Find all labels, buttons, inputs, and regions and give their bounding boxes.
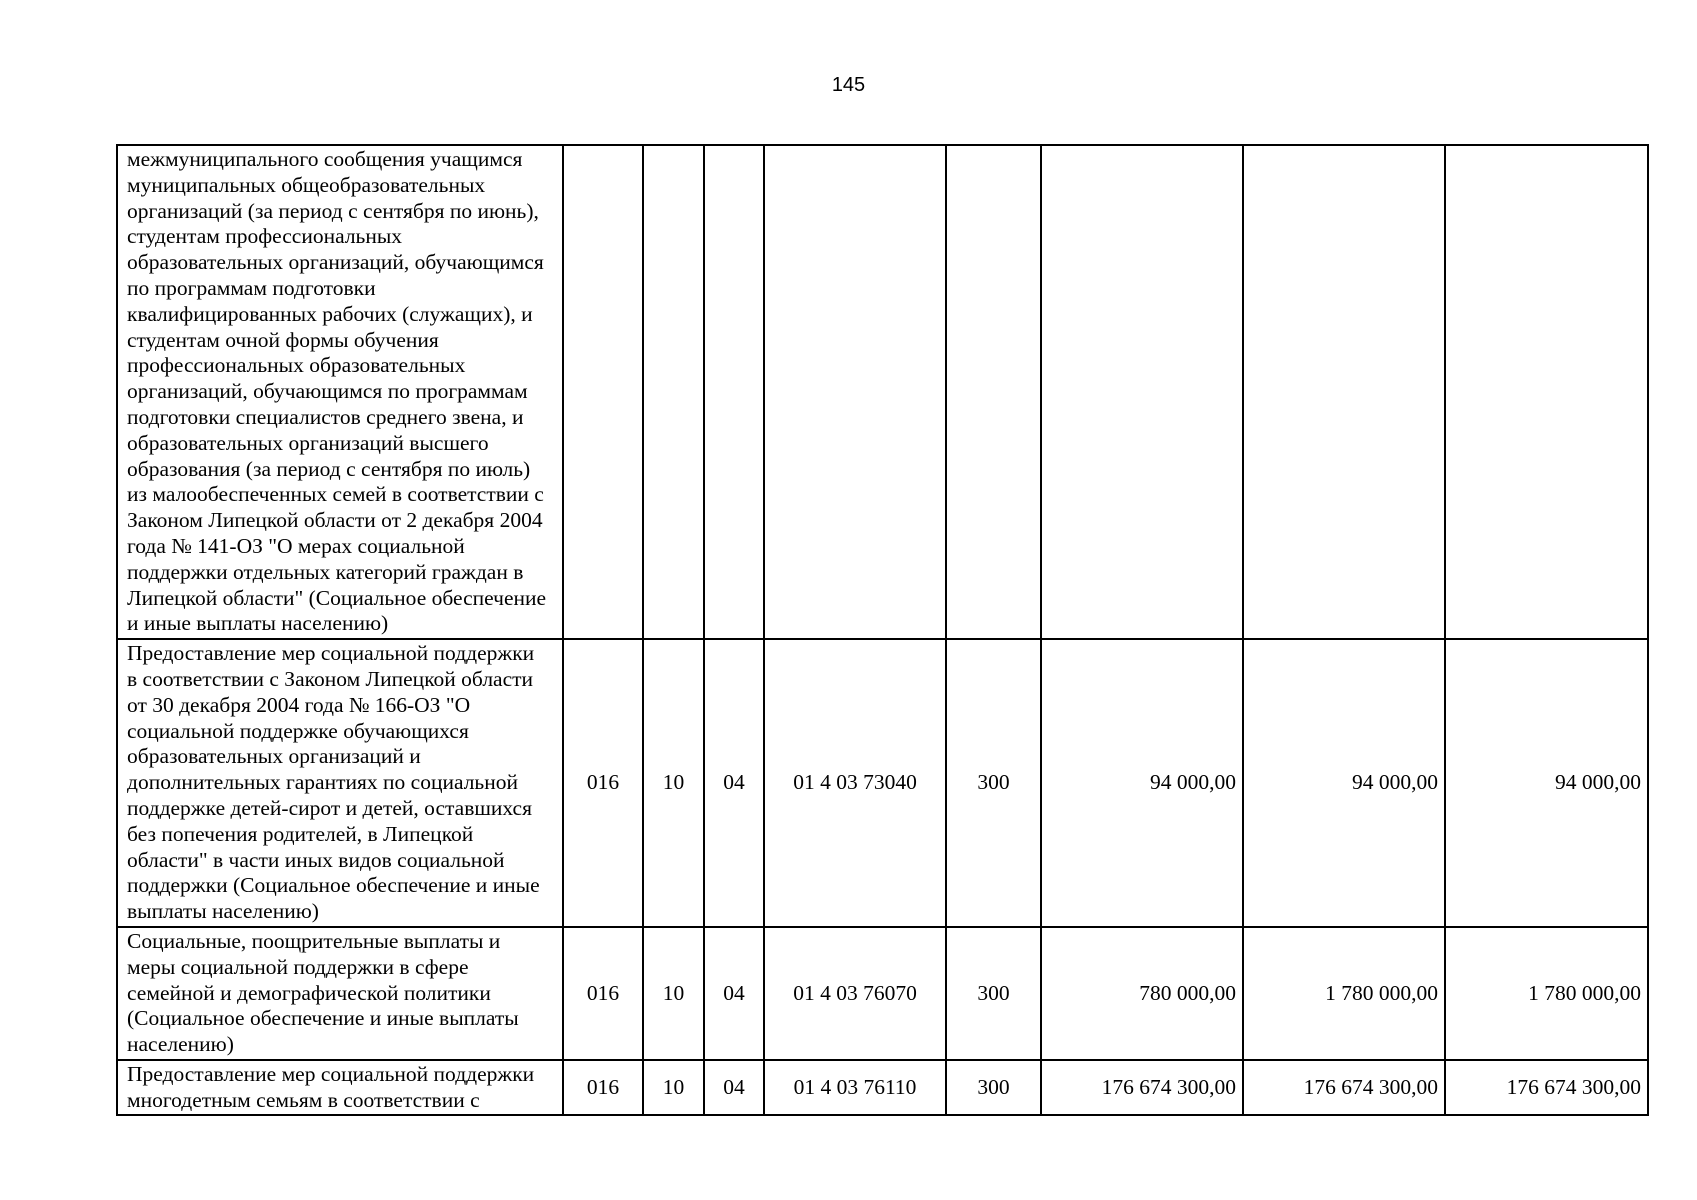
cell-amount-1: 94 000,00 — [1041, 639, 1243, 927]
cell-amount-3: 94 000,00 — [1445, 639, 1648, 927]
cell-expense-type: 300 — [946, 927, 1041, 1060]
cell-ministry: 016 — [563, 927, 643, 1060]
cell-amount-2: 1 780 000,00 — [1243, 927, 1445, 1060]
cell-amount-3: 176 674 300,00 — [1445, 1060, 1648, 1116]
cell-amount-3: 1 780 000,00 — [1445, 927, 1648, 1060]
cell-target-article: 01 4 03 76110 — [764, 1060, 946, 1116]
cell-amount-2 — [1243, 145, 1445, 639]
cell-expense-type — [946, 145, 1041, 639]
cell-section — [643, 145, 704, 639]
cell-amount-1: 780 000,00 — [1041, 927, 1243, 1060]
cell-target-article — [764, 145, 946, 639]
table-row — [117, 927, 1648, 1060]
cell-subsection — [704, 145, 764, 639]
cell-target-article: 01 4 03 76070 — [764, 927, 946, 1060]
cell-subsection: 04 — [704, 927, 764, 1060]
cell-ministry: 016 — [563, 639, 643, 927]
cell-amount-1: 176 674 300,00 — [1041, 1060, 1243, 1116]
budget-table — [116, 144, 1649, 1116]
cell-section: 10 — [643, 639, 704, 927]
cell-description: межмуниципального сообщения учащимся муниципальных общеобразовательных организаций (за период с сентября по июнь), студентам профессиональных образовательных организаций, обучающимся по программам подготовки квалифицированных рабочих (служащих), и студентам очной формы обучения профессиональных образовательных организаций, обучающимся по программам подготовки специалистов среднего звена, и образовательных организаций высшего образования (за период с сентября по июль) из малообеспеченных семей в соответствии с Законом Липецкой области от 2 декабря 2004 года № 141-ОЗ "О мерах социальной поддержки отдельных категорий граждан в Липецкой области" (Социальное обеспечение и иные выплаты населению) — [117, 145, 563, 639]
cell-amount-1 — [1041, 145, 1243, 639]
cell-ministry: 016 — [563, 1060, 643, 1116]
cell-amount-3 — [1445, 145, 1648, 639]
cell-expense-type: 300 — [946, 1060, 1041, 1116]
cell-description: Социальные, поощрительные выплаты и меры социальной поддержки в сфере семейной и демографической политики (Социальное обеспечение и иные выплаты населению) — [117, 927, 563, 1060]
cell-description: Предоставление мер социальной поддержки в соответствии с Законом Липецкой области от 30 декабря 2004 года № 166-ОЗ "О социальной поддержке обучающихся образовательных организаций и дополнительных гарантиях по социальной поддержке детей-сирот и детей, оставшихся без попечения родителей, в Липецкой области" в части иных видов социальной поддержки (Социальное обеспечение и иные выплаты населению) — [117, 639, 563, 927]
cell-subsection: 04 — [704, 639, 764, 927]
cell-ministry — [563, 145, 643, 639]
page-number: 145 — [831, 74, 866, 96]
cell-amount-2: 176 674 300,00 — [1243, 1060, 1445, 1116]
cell-subsection: 04 — [704, 1060, 764, 1116]
cell-section: 10 — [643, 927, 704, 1060]
table-row — [117, 145, 1648, 639]
cell-target-article: 01 4 03 73040 — [764, 639, 946, 927]
table-row — [117, 639, 1648, 927]
cell-expense-type: 300 — [946, 639, 1041, 927]
table-row — [117, 1060, 1648, 1116]
cell-description: Предоставление мер социальной поддержки многодетным семьям в соответствии с — [117, 1060, 563, 1116]
cell-section: 10 — [643, 1060, 704, 1116]
cell-amount-2: 94 000,00 — [1243, 639, 1445, 927]
